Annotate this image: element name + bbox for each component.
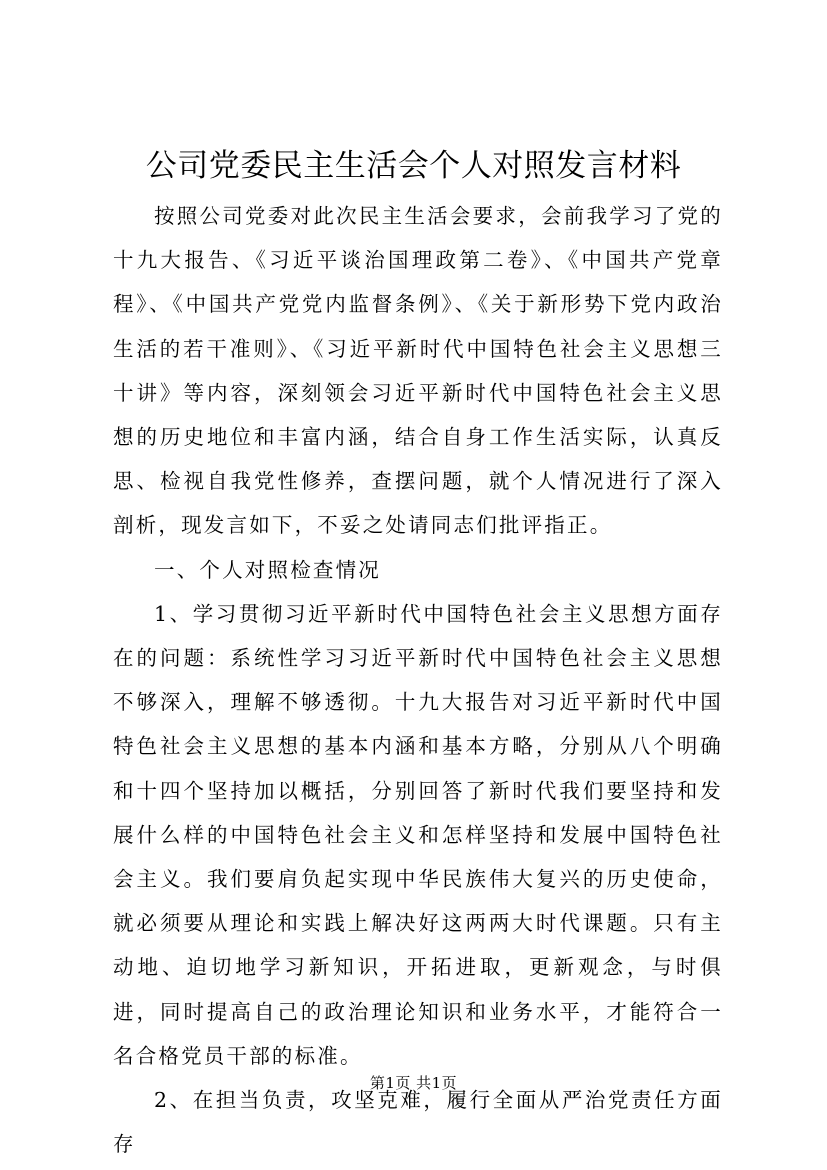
paragraph-item-1: 1、学习贯彻习近平新时代中国特色社会主义思想方面存在的问题：系统性学习习近平新时代中国特色社会主义思想不够深入，理解不够透彻。十九大报告对习近平新时代中国特色社会主义思想的基本内涵和基本方略，分别从八个明确和十四个坚持加以概括，分别回答了新时代我们要坚持和发展什么样的中国特色社会主义和怎样坚持和发展中国特色社会主义。我们要肩负起实现中华民族伟大复兴的历史使命，就必须要从理论和实践上解决好这两两大时代课题。只有主动地、迫切地学习新知识，开拓进取，更新观念，与时俱进，同时提高自己的政治理论知识和业务水平，才能符合一名合格党员干部的标准。 — [113, 601, 723, 1068]
paragraph-intro: 按照公司党委对此次民主生活会要求，会前我学习了党的十九大报告、《习近平谈治国理政第二卷》、《中国共产党章程》、《中国共产党党内监督条例》、《关于新形势下党内政治生活的若干准则》、《习近平新时代中国特色社会主义思想三十讲》等内容，深刻领会习近平新时代中国特色社会主义思想的历史地位和丰富内涵，结合自身工作生活实际，认真反思、检视自我党性修养，查摆问题，就个人情况进行了深入剖析，现发言如下，不妥之处请同志们批评指正。 — [113, 204, 723, 538]
page-footer: 第1页 共1页 — [369, 1074, 458, 1092]
section-heading-personal-check: 一、个人对照检查情况 — [154, 557, 381, 582]
paragraph-item-2: 2、在担当负责，攻坚克难，履行全面从严治党责任方面存 — [113, 1088, 723, 1157]
document-body — [113, 194, 723, 1166]
document-title: 公司党委民主生活会个人对照发言材料 — [145, 148, 682, 184]
